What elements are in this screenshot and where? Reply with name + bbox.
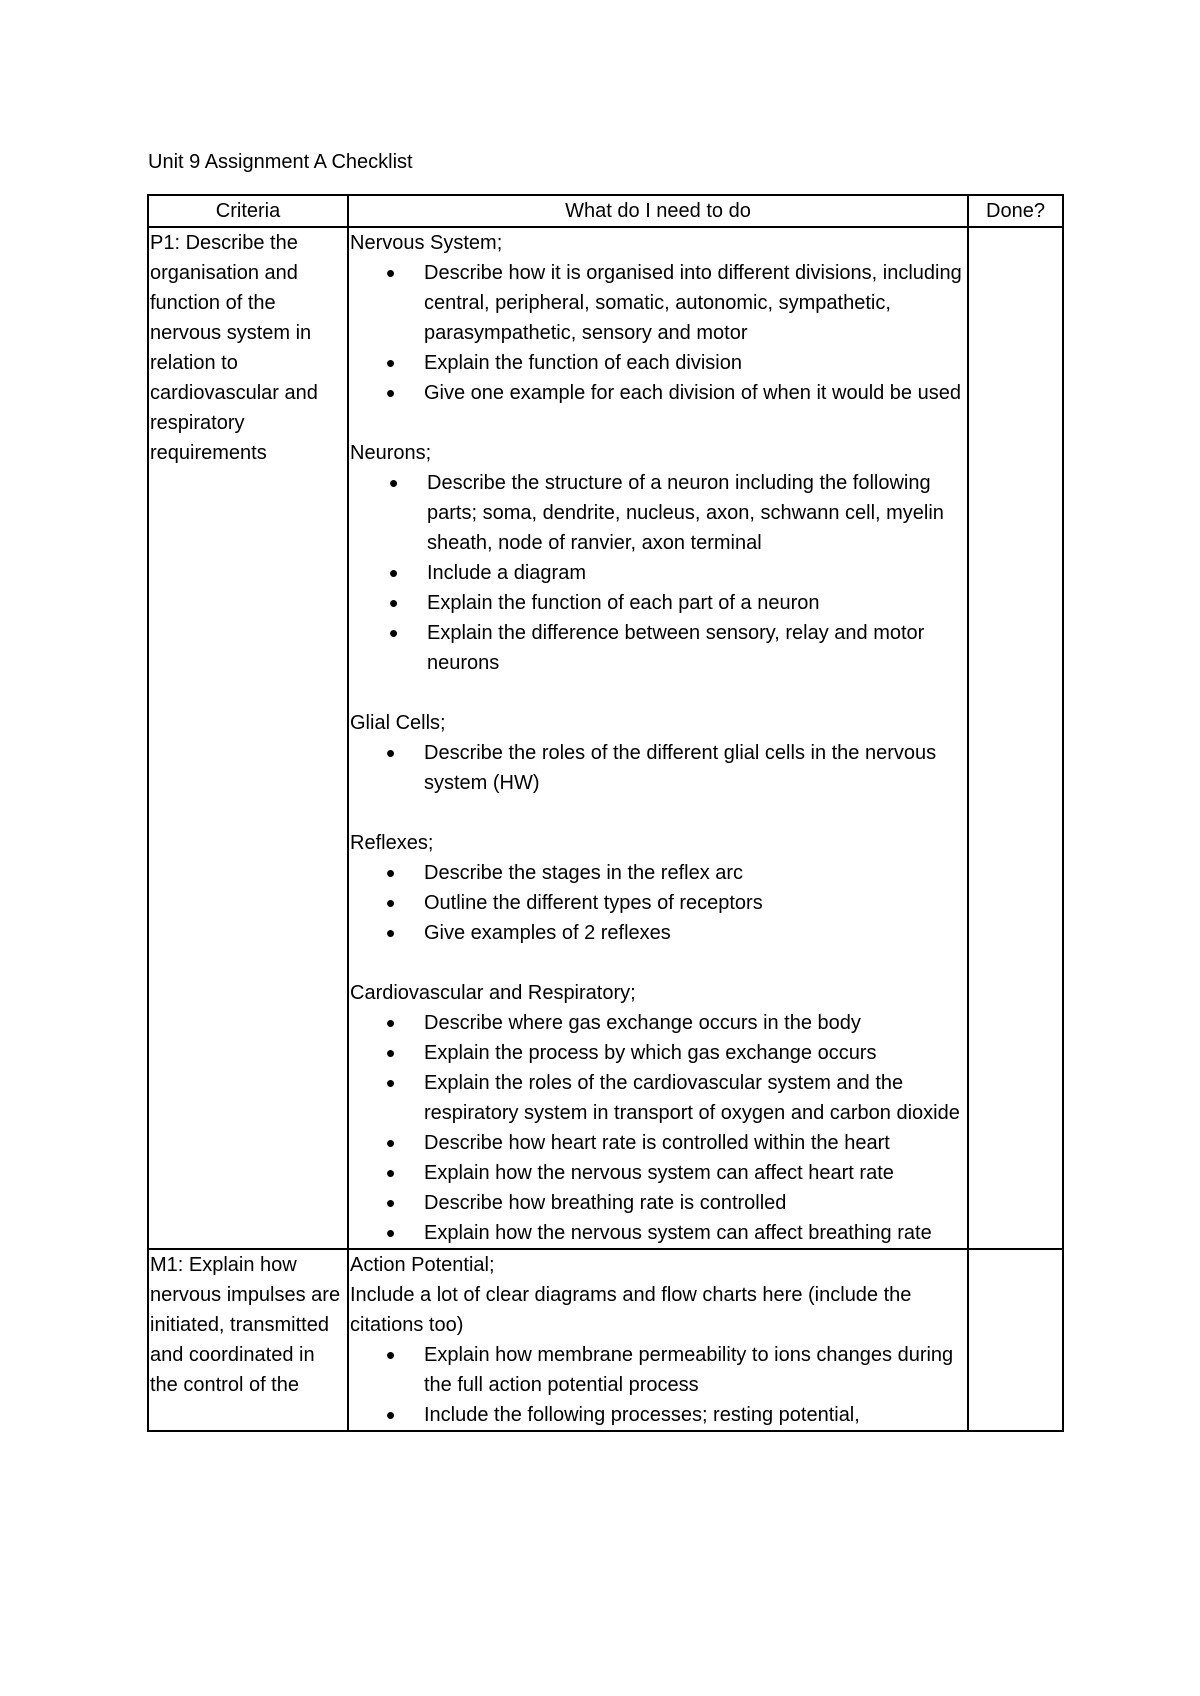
list-item: • Describe the structure of a neuron including the following parts; soma, dendrite, nucleus, axon, schwann cell, myelin sheath, node of ranvier, axon terminal — [350, 468, 967, 558]
bullet-list — [350, 468, 967, 678]
list-item: • Give examples of 2 reflexes — [350, 918, 967, 948]
bullet-list — [350, 858, 967, 948]
section-heading: Nervous System; — [350, 232, 503, 254]
bullet-list — [350, 738, 967, 798]
list-item: • Explain the function of each division — [350, 348, 967, 378]
tasks-cell — [348, 227, 968, 1249]
table-header-row — [148, 195, 1063, 227]
list-item: • Explain how the nervous system can affect breathing rate — [350, 1218, 967, 1248]
list-item: • Explain how the nervous system can affect heart rate — [350, 1158, 967, 1188]
section-heading: Cardiovascular and Respiratory; — [350, 982, 636, 1004]
table-row — [148, 1249, 1063, 1431]
done-cell[interactable] — [968, 227, 1063, 1249]
section-reflexes — [350, 828, 967, 948]
list-item: • Explain how membrane permeability to ions changes during the full action potential process — [350, 1340, 967, 1400]
section-nervous-system — [350, 228, 967, 408]
list-item: • Explain the difference between sensory, relay and motor neurons — [350, 618, 967, 678]
criteria-cell: M1: Explain how nervous impulses are initiated, transmitted and coordinated in the control of the — [148, 1249, 348, 1431]
checklist-table — [147, 194, 1064, 1432]
bullet-list — [350, 258, 967, 408]
done-cell[interactable] — [968, 1249, 1063, 1431]
list-item: • Describe where gas exchange occurs in the body — [350, 1008, 967, 1038]
list-item: • Include a diagram — [350, 558, 967, 588]
bullet-list — [350, 1340, 967, 1430]
list-item: • Describe how heart rate is controlled within the heart — [350, 1128, 967, 1158]
criteria-cell: P1: Describe the organisation and function of the nervous system in relation to cardiovascular and respiratory requirements — [148, 227, 348, 1249]
section-cardiovascular-respiratory — [350, 978, 967, 1248]
section-neurons — [350, 438, 967, 678]
bullet-list — [350, 1008, 967, 1248]
section-action-potential — [350, 1250, 967, 1430]
list-item: • Outline the different types of receptors — [350, 888, 967, 918]
list-item: • Describe the stages in the reflex arc — [350, 858, 967, 888]
tasks-cell — [348, 1249, 968, 1431]
section-heading: Glial Cells; — [350, 712, 446, 734]
page-title: Unit 9 Assignment A Checklist — [148, 151, 413, 173]
section-note: Include a lot of clear diagrams and flow charts here (include the citations too) — [350, 1284, 912, 1336]
section-heading: Neurons; — [350, 442, 432, 464]
section-glial-cells — [350, 708, 967, 798]
header-what-to-do: What do I need to do — [348, 195, 968, 227]
list-item: • Describe how it is organised into different divisions, including central, peripheral, somatic, autonomic, sympathetic, parasympathetic, sensory and motor — [350, 258, 967, 348]
table-row — [148, 227, 1063, 1249]
list-item: • Describe the roles of the different glial cells in the nervous system (HW) — [350, 738, 967, 798]
list-item: • Give one example for each division of when it would be used — [350, 378, 967, 408]
section-heading: Action Potential; — [350, 1254, 495, 1276]
list-item: • Explain the roles of the cardiovascular system and the respiratory system in transport of oxygen and carbon dioxide — [350, 1068, 967, 1128]
list-item: • Explain the function of each part of a neuron — [350, 588, 967, 618]
section-heading: Reflexes; — [350, 832, 434, 854]
list-item: • Describe how breathing rate is controlled — [350, 1188, 967, 1218]
list-item: • Include the following processes; resting potential, — [350, 1400, 967, 1430]
header-criteria: Criteria — [148, 195, 348, 227]
list-item: • Explain the process by which gas exchange occurs — [350, 1038, 967, 1068]
header-done: Done? — [968, 195, 1063, 227]
